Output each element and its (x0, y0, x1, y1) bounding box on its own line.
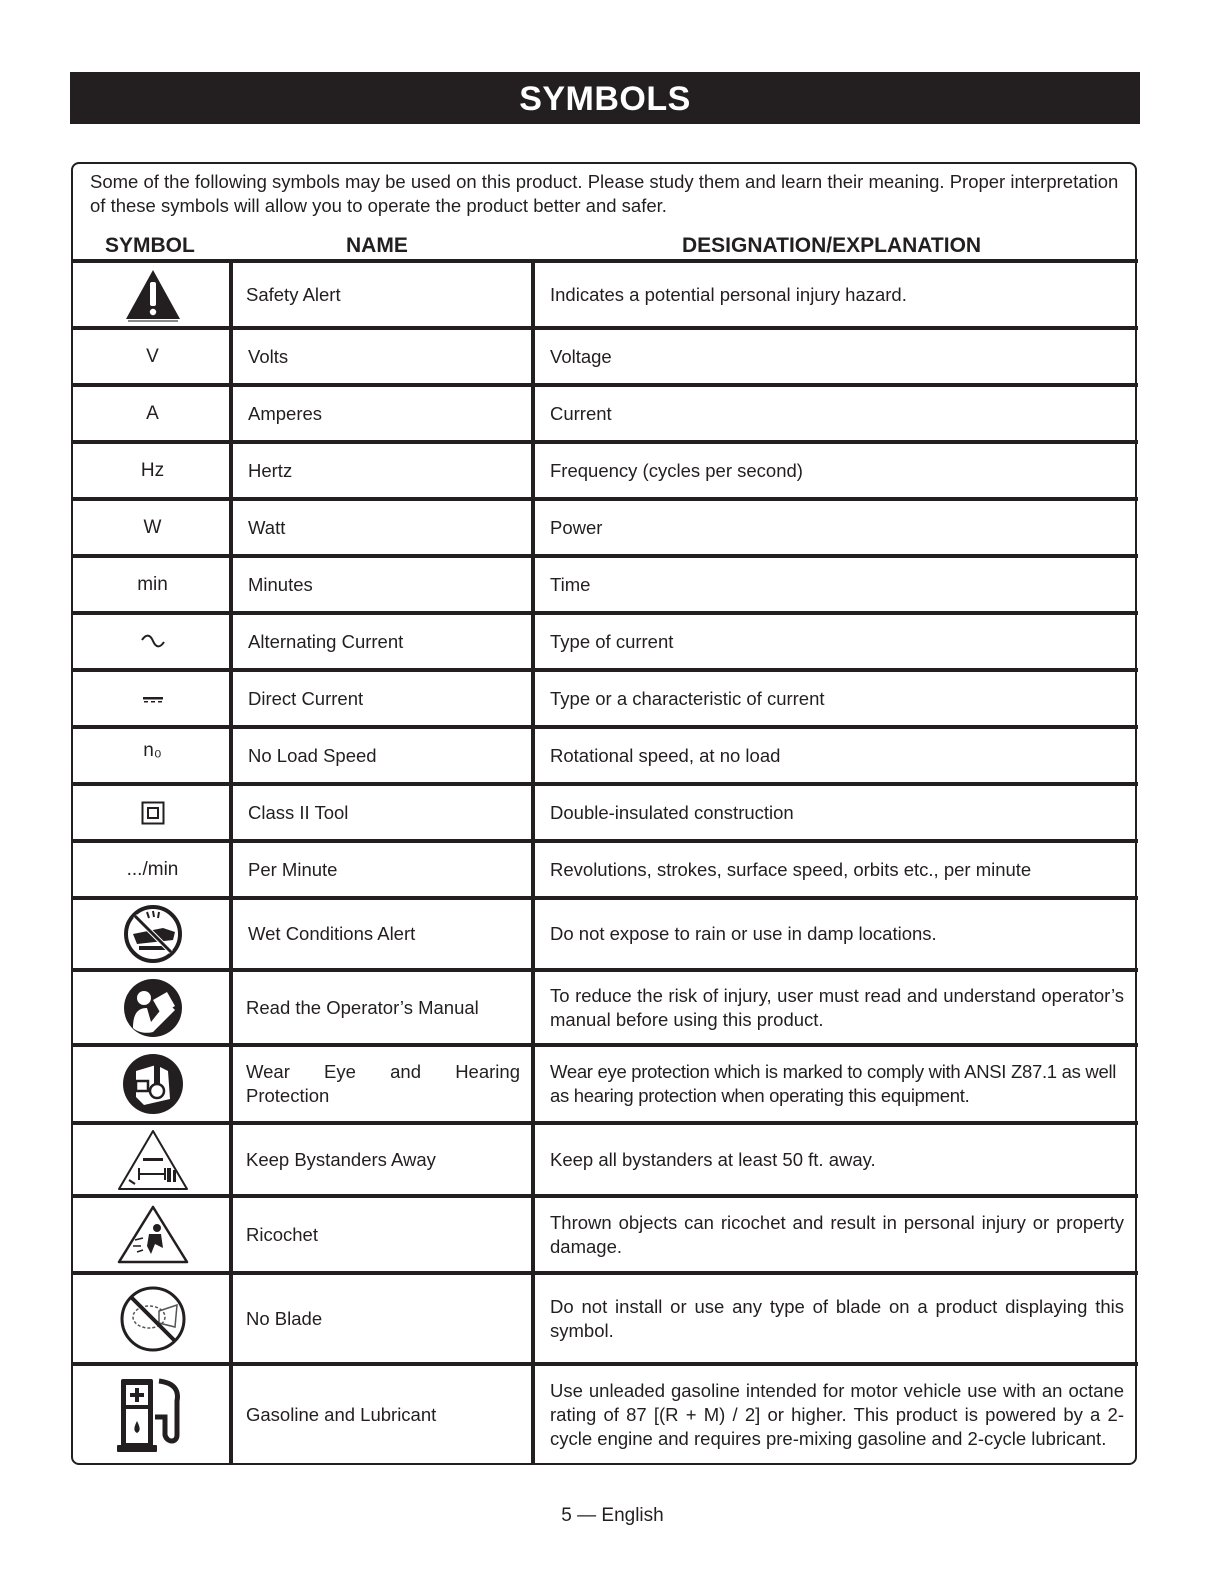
row-name: Minutes (248, 573, 313, 595)
row-explanation: Thrown objects can ricochet and result in personal injury or property damage. (550, 1211, 1124, 1257)
gasoline-lubricant-icon (75, 1366, 230, 1464)
row-name: Watt (248, 516, 286, 538)
direct-current-icon (75, 672, 230, 725)
row-name: No Load Speed (248, 744, 377, 766)
no-blade-icon (75, 1275, 230, 1362)
no-load-speed-symbol: n₀ (143, 740, 162, 761)
row-name: Safety Alert (246, 283, 341, 305)
alternating-current-icon (75, 615, 230, 668)
row-explanation: To reduce the risk of injury, user must read and understand operator’s manual before using this product. (550, 984, 1124, 1030)
row-explanation: Rotational speed, at no load (550, 744, 781, 766)
row-name: No Blade (246, 1307, 323, 1329)
volts-symbol: V (146, 345, 159, 367)
row-name: Direct Current (248, 687, 364, 709)
row-explanation: Indicates a potential personal injury hazard. (550, 283, 907, 305)
column-divider (531, 261, 535, 1464)
row-explanation: Current (550, 402, 612, 424)
class-ii-icon (75, 786, 230, 839)
intro-text: Some of the following symbols may be used on this product. Please study them and learn their meaning. Proper interpretation of these symbols will allow you to operate the product better and safer. (90, 171, 1119, 216)
row-explanation: Revolutions, strokes, surface speed, orbits etc., per minute (550, 858, 1032, 880)
row-explanation: Voltage (550, 345, 612, 367)
row-explanation: Frequency (cycles per second) (550, 459, 803, 481)
column-header-symbol: SYMBOL (105, 234, 195, 257)
column-header-explanation: DESIGNATION/EXPLANATION (682, 234, 982, 257)
row-explanation: Type of current (550, 630, 674, 652)
row-name: Ricochet (246, 1223, 318, 1245)
row-explanation: Keep all bystanders at least 50 ft. away. (550, 1148, 876, 1170)
row-name: Gasoline and Lubricant (246, 1404, 437, 1425)
row-name: Keep Bystanders Away (246, 1148, 436, 1170)
row-name: Volts (248, 345, 289, 367)
row-explanation: Double-insulated construction (550, 801, 794, 823)
row-explanation: Type or a characteristic of current (550, 687, 825, 709)
row-explanation: Wear eye protection which is marked to comply with ANSI Z87.1 as well as hearing protection when operating this equipment. (550, 1061, 1117, 1106)
row-name: Hertz (248, 459, 293, 481)
watt-symbol: W (143, 516, 162, 538)
hertz-symbol: Hz (140, 459, 165, 481)
page-number: 5 — English (561, 1505, 664, 1526)
row-explanation: Do not install or use any type of blade on a product displaying this symbol. (550, 1295, 1124, 1341)
column-header-name: NAME (346, 234, 408, 257)
row-name: Wet Conditions Alert (248, 923, 416, 944)
row-name: Wear Eye and Hearing Protection (246, 1061, 520, 1106)
eye-hearing-protection-icon (75, 1047, 230, 1121)
amperes-symbol: A (146, 402, 159, 424)
row-name: Read the Operator’s Manual (246, 996, 479, 1018)
row-name: Amperes (248, 402, 323, 424)
keep-bystanders-away-icon (75, 1125, 230, 1194)
row-name: Alternating Current (248, 630, 404, 652)
wet-conditions-icon (75, 900, 230, 968)
minutes-symbol: min (137, 573, 168, 595)
read-manual-icon (75, 972, 230, 1043)
ricochet-icon (75, 1198, 230, 1271)
page-title: SYMBOLS (70, 72, 1140, 124)
safety-alert-icon (75, 263, 230, 326)
row-explanation: Use unleaded gasoline intended for motor vehicle use with an octane rating of 87 [(R + M) / 2] or higher. This product is powered by a 2-cycle engine and requires pre-mixing gasoline and 2-cycle lubricant. (550, 1380, 1124, 1449)
row-name: Class II Tool (248, 801, 349, 823)
row-explanation: Do not expose to rain or use in damp locations. (550, 923, 937, 944)
row-explanation: Time (550, 573, 591, 595)
per-minute-symbol: .../min (126, 858, 179, 880)
row-explanation: Power (550, 516, 603, 538)
row-name: Per Minute (248, 858, 338, 880)
